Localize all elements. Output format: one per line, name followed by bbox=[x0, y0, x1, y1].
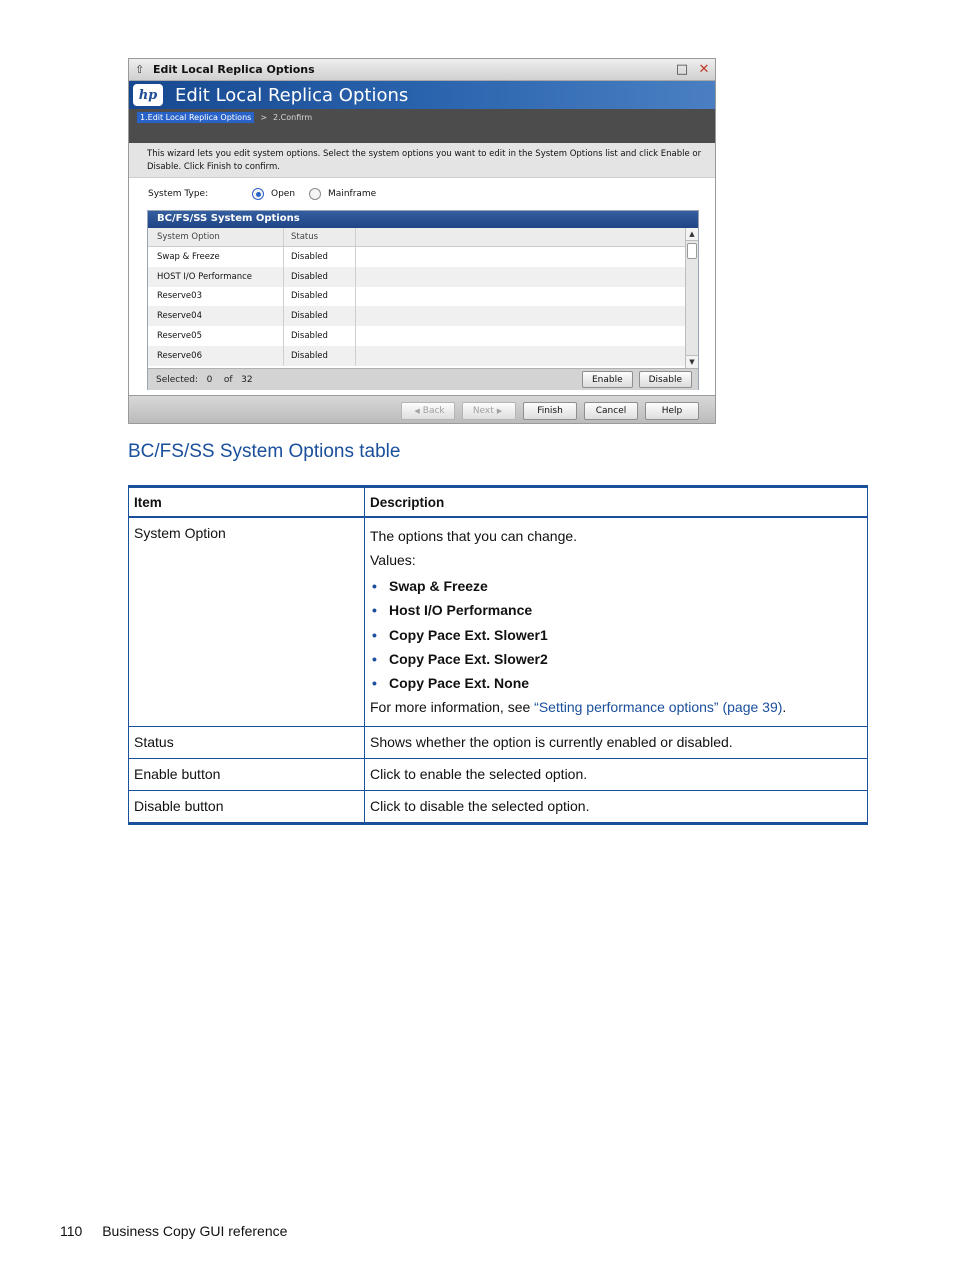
more-info-prefix: For more information, see bbox=[370, 699, 535, 716]
table-row bbox=[129, 727, 868, 759]
back-arrow-icon: ◀ bbox=[414, 406, 420, 415]
breadcrumb-step-edit[interactable]: 1.Edit Local Replica Options bbox=[137, 112, 254, 123]
section-title: BC/FS/SS System Options table bbox=[128, 441, 401, 462]
row-status: Disabled bbox=[284, 326, 356, 346]
item-cell: Disable button bbox=[129, 791, 365, 824]
table-header-row bbox=[129, 487, 868, 518]
banner-title: Edit Local Replica Options bbox=[175, 84, 409, 106]
table-row[interactable] bbox=[148, 306, 698, 326]
row-option: Reserve06 bbox=[148, 346, 284, 366]
row-option: Reserve03 bbox=[148, 287, 284, 307]
cancel-button[interactable]: Cancel bbox=[584, 402, 638, 420]
table-row[interactable] bbox=[148, 326, 698, 346]
more-info-suffix: . bbox=[782, 699, 787, 716]
description-cell: Click to enable the selected option. bbox=[365, 759, 868, 791]
grid-header-row bbox=[148, 228, 698, 247]
item-cell: Enable button bbox=[129, 759, 365, 791]
page-number: 110 bbox=[60, 1223, 83, 1239]
scroll-thumb[interactable] bbox=[687, 243, 697, 259]
page-footer bbox=[60, 1223, 287, 1239]
row-status: Disabled bbox=[284, 267, 356, 287]
performance-options-link[interactable]: “Setting performance options” (page 39) bbox=[534, 699, 783, 716]
table-row[interactable] bbox=[148, 346, 698, 366]
disable-button[interactable]: Disable bbox=[639, 371, 692, 388]
row-status: Disabled bbox=[284, 306, 356, 326]
column-header-status[interactable]: Status bbox=[284, 228, 356, 246]
values-list bbox=[370, 574, 862, 695]
item-cell: Status bbox=[129, 727, 365, 759]
open-radio-label: Open bbox=[271, 189, 296, 199]
wizard-footer bbox=[129, 395, 716, 424]
next-arrow-icon: ▶ bbox=[496, 406, 503, 415]
list-item: • Copy Pace Ext. Slower2 bbox=[370, 647, 862, 671]
more-info-line bbox=[370, 695, 862, 719]
panel-footer bbox=[148, 368, 698, 390]
breadcrumb-separator: > bbox=[260, 113, 268, 122]
description-cell bbox=[365, 517, 868, 727]
table-row[interactable] bbox=[148, 287, 698, 307]
hp-logo: hp bbox=[133, 84, 163, 106]
back-button[interactable] bbox=[401, 402, 455, 420]
list-item: • Copy Pace Ext. Slower1 bbox=[370, 623, 862, 647]
table-row[interactable] bbox=[148, 267, 698, 287]
mainframe-radio[interactable] bbox=[309, 188, 321, 200]
column-header-system-option[interactable]: System Option bbox=[148, 228, 284, 246]
list-item: • Swap & Freeze bbox=[370, 574, 862, 598]
description-cell: Click to disable the selected option. bbox=[365, 791, 868, 824]
of-label: of bbox=[223, 374, 233, 385]
scroll-up-icon[interactable]: ▲ bbox=[686, 228, 698, 241]
window-title: Edit Local Replica Options bbox=[153, 63, 315, 76]
next-button[interactable] bbox=[462, 402, 516, 420]
system-type-open-option[interactable] bbox=[252, 188, 295, 200]
values-label: Values: bbox=[370, 552, 416, 568]
close-icon[interactable]: ✕ bbox=[698, 62, 710, 77]
breadcrumb-step-confirm[interactable]: 2.Confirm bbox=[273, 113, 313, 122]
window-titlebar bbox=[129, 59, 715, 81]
total-count: 32 bbox=[241, 374, 253, 385]
list-item: • Host I/O Performance bbox=[370, 598, 862, 622]
description-text: The options that you can change. bbox=[370, 528, 578, 544]
table-row bbox=[129, 759, 868, 791]
row-option: Reserve05 bbox=[148, 326, 284, 346]
table-row bbox=[129, 517, 868, 727]
row-option: HOST I/O Performance bbox=[148, 267, 284, 287]
next-button-label: Next bbox=[472, 405, 494, 416]
system-type-selector bbox=[129, 178, 715, 210]
item-cell: System Option bbox=[129, 517, 365, 727]
header-description: Description bbox=[365, 487, 868, 518]
selected-label: Selected: bbox=[156, 374, 199, 385]
description-cell: Shows whether the option is currently enabled or disabled. bbox=[365, 727, 868, 759]
footer-section-name: Business Copy GUI reference bbox=[102, 1223, 288, 1239]
row-status: Disabled bbox=[284, 346, 356, 366]
system-type-label: System Type: bbox=[148, 189, 209, 199]
wizard-breadcrumb bbox=[129, 109, 715, 143]
system-options-panel bbox=[147, 210, 699, 390]
row-option: Swap & Freeze bbox=[148, 247, 284, 267]
help-button[interactable]: Help bbox=[645, 402, 699, 420]
selection-count bbox=[156, 375, 582, 385]
enable-button[interactable]: Enable bbox=[582, 371, 633, 388]
header-item: Item bbox=[129, 487, 365, 518]
wizard-banner bbox=[129, 81, 715, 109]
wizard-intro-text: This wizard lets you edit system options. Select the system options you want to edit in the System Options list and click Enable or Disable. Click Finish to confirm. bbox=[129, 143, 715, 178]
grid-scrollbar[interactable] bbox=[685, 228, 698, 368]
selected-count: 0 bbox=[206, 374, 213, 385]
list-item: • Copy Pace Ext. None bbox=[370, 671, 862, 695]
open-radio[interactable] bbox=[252, 188, 264, 200]
row-status: Disabled bbox=[284, 287, 356, 307]
options-description-table bbox=[128, 485, 868, 825]
mainframe-radio-label: Mainframe bbox=[328, 189, 377, 199]
row-option: Reserve04 bbox=[148, 306, 284, 326]
edit-local-replica-options-window bbox=[128, 58, 716, 424]
row-status: Disabled bbox=[284, 247, 356, 267]
table-row bbox=[129, 791, 868, 824]
finish-button[interactable]: Finish bbox=[523, 402, 577, 420]
panel-title: BC/FS/SS System Options bbox=[148, 211, 698, 228]
table-row[interactable] bbox=[148, 247, 698, 267]
maximize-icon[interactable]: □ bbox=[675, 62, 689, 77]
scroll-down-icon[interactable]: ▼ bbox=[686, 355, 698, 368]
back-button-label: Back bbox=[422, 405, 445, 416]
collapse-icon[interactable]: ⇧ bbox=[135, 63, 145, 76]
system-options-grid bbox=[148, 228, 698, 368]
system-type-mainframe-option[interactable] bbox=[309, 188, 376, 200]
